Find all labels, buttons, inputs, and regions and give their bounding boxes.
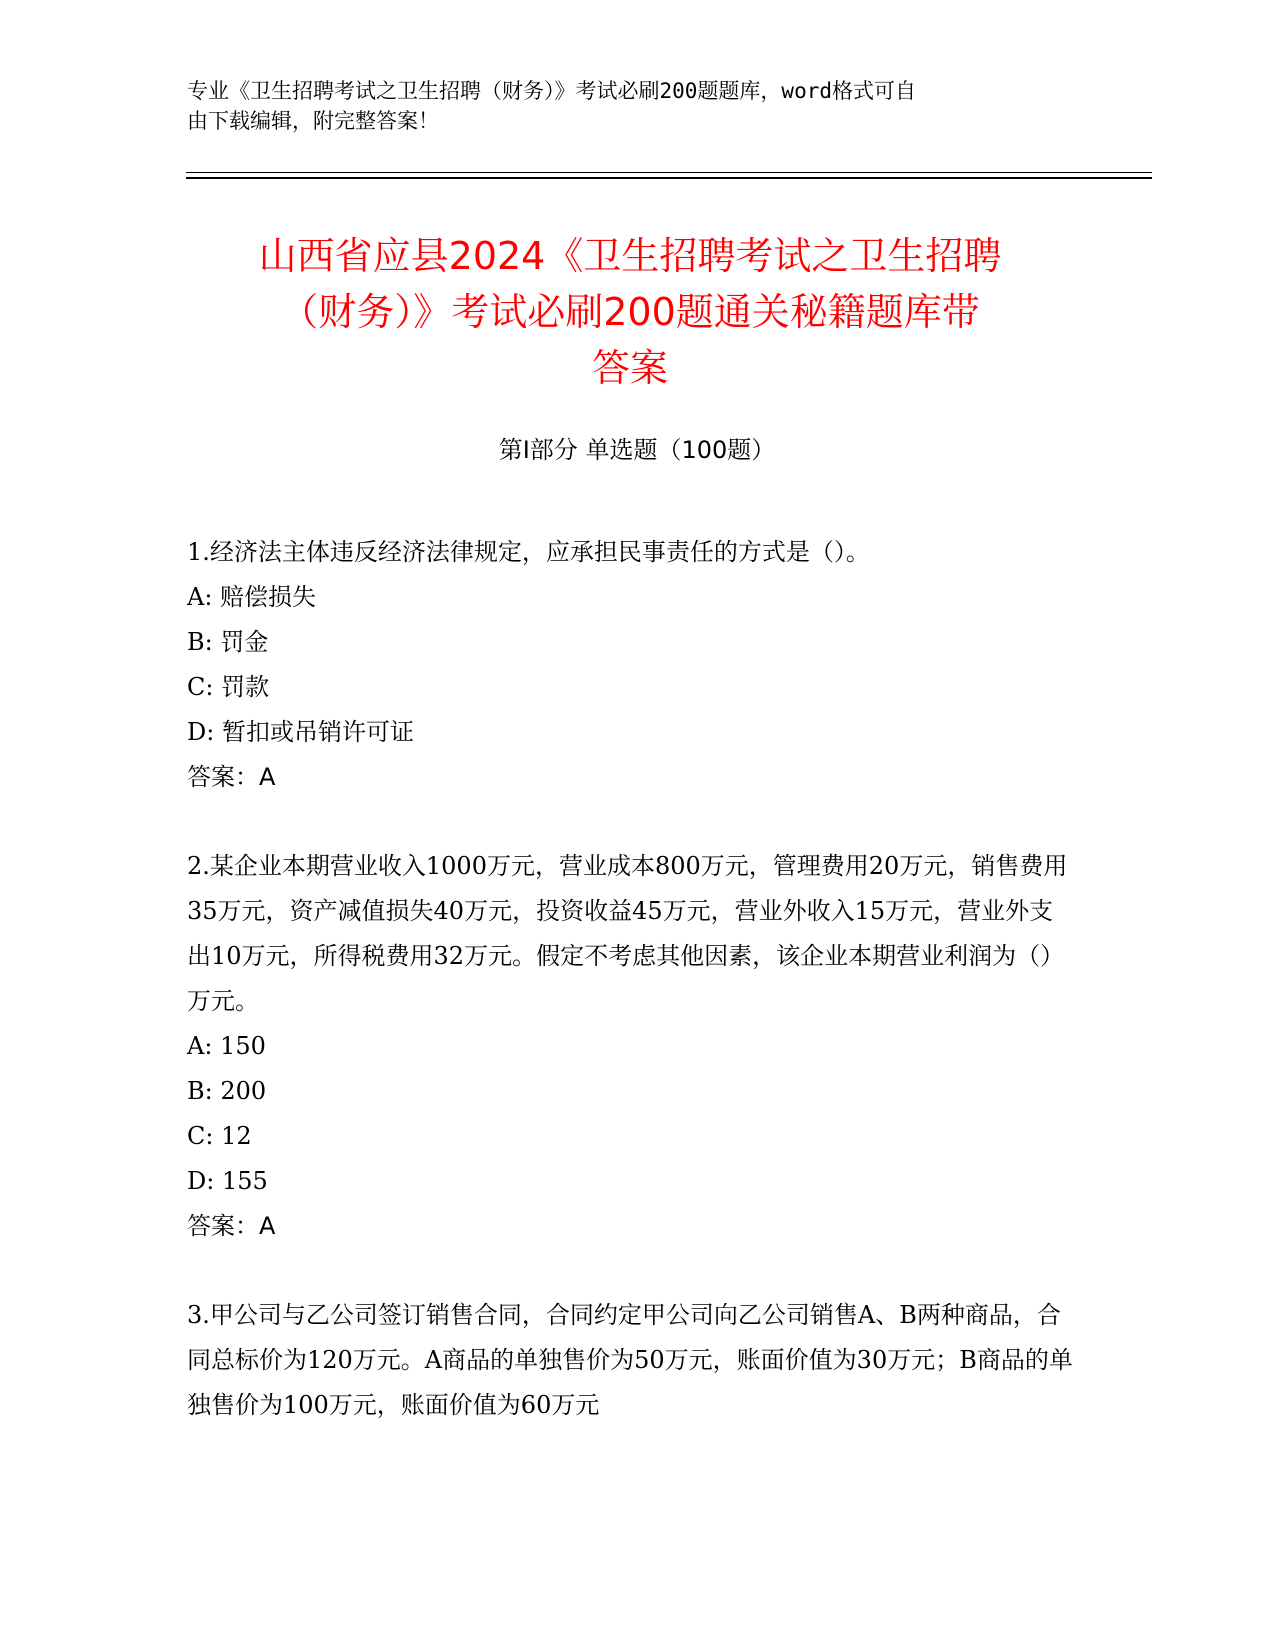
- document-title-line-1: 山西省应县2024《卫生招聘考试之卫生招聘: [258, 234, 1002, 278]
- header-note-line-2: 由下载编辑，附完整答案！: [187, 109, 439, 133]
- question-text: 2.某企业本期营业收入1000万元，营业成本800万元，管理费用20万元，销售费用35万元，资产减值损失40万元，投资收益45万元，营业外收入15万元，营业外支出10万元，所得税费用32万元。假定不考虑其他因素，该企业本期营业利润为（）万元。: [187, 852, 1068, 1015]
- question-1: [187, 530, 1077, 800]
- header-note: [187, 76, 1067, 136]
- answer: 答案：A: [187, 1212, 276, 1240]
- option-a: A: 150: [187, 1032, 266, 1060]
- option-b: B: 200: [187, 1077, 267, 1105]
- document-title: [180, 228, 1080, 396]
- question-3: [187, 1293, 1077, 1428]
- answer: 答案：A: [187, 763, 276, 791]
- header-rule-thin: [186, 172, 1152, 173]
- document-title-line-3: 答案: [591, 346, 668, 390]
- option-c: C: 12: [187, 1122, 252, 1150]
- question-text: 3.甲公司与乙公司签订销售合同，合同约定甲公司向乙公司销售A、B两种商品，合同总标价为120万元。A商品的单独售价为50万元，账面价值为30万元；B商品的单独售价为100万元，账面价值为60万元: [187, 1301, 1073, 1419]
- option-b: B: 罚金: [187, 628, 269, 656]
- header-rule-thick: [186, 177, 1152, 179]
- header-note-line-1: 专业《卫生招聘考试之卫生招聘（财务）》考试必刷200题题库，word格式可自: [187, 79, 916, 103]
- section-heading: 第Ⅰ部分 单选题（100题）: [498, 436, 776, 464]
- option-d: D: 暂扣或吊销许可证: [187, 718, 414, 746]
- option-c: C: 罚款: [187, 673, 270, 701]
- question-2: [187, 844, 1077, 1249]
- question-text: 1.经济法主体违反经济法律规定，应承担民事责任的方式是（）。: [187, 538, 870, 566]
- document-title-line-2: （财务）》考试必刷200题通关秘籍题库带: [280, 290, 980, 334]
- question-list: [187, 530, 1077, 1472]
- option-d: D: 155: [187, 1167, 268, 1195]
- option-a: A: 赔偿损失: [187, 583, 317, 611]
